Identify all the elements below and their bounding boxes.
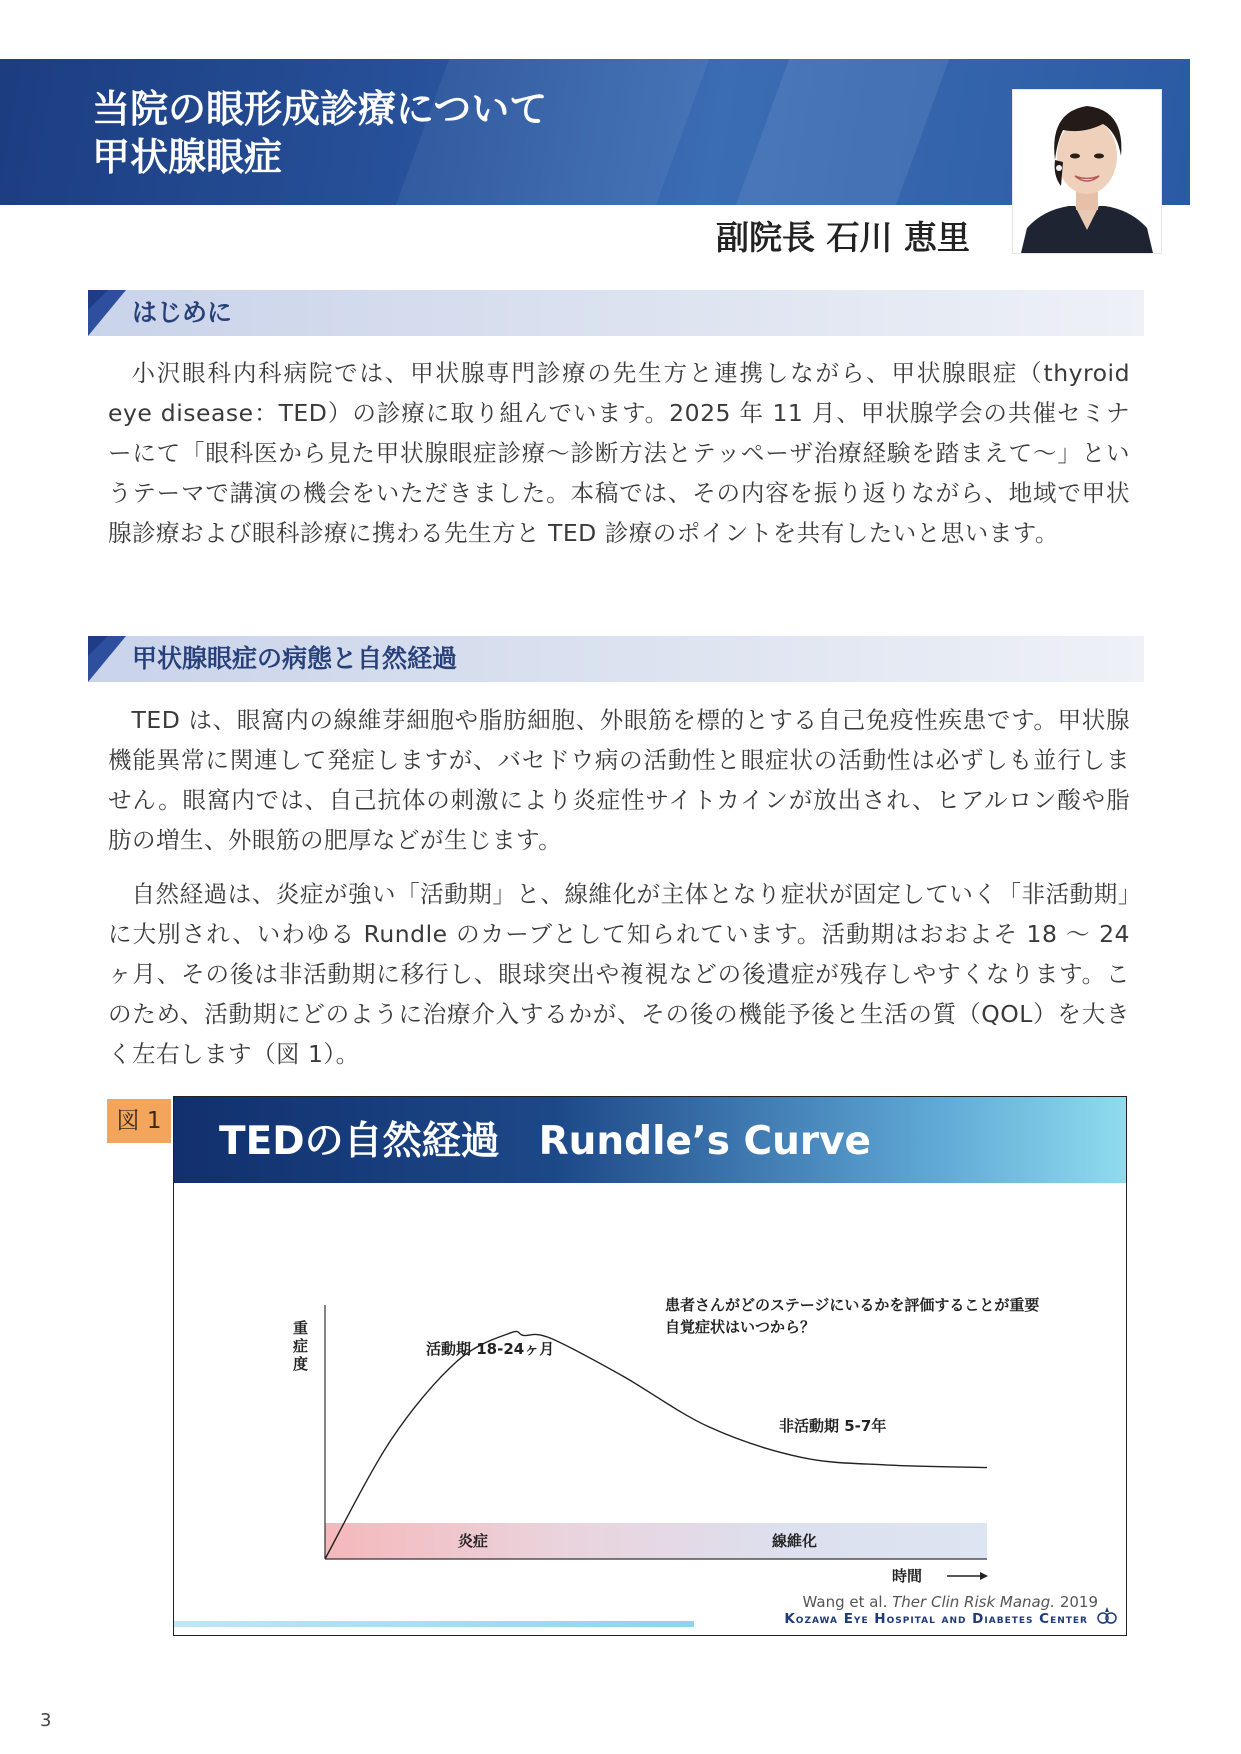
figure-1 <box>173 1096 1127 1636</box>
title-line-1: 当院の眼形成診療について <box>92 87 548 131</box>
stage-band <box>325 1523 987 1559</box>
note-line-1: 患者さんがどのステージにいるかを評価することが重要 <box>665 1296 1040 1314</box>
citation-journal: Ther Clin Risk Manag. <box>892 1593 1056 1611</box>
figure-banner <box>174 1097 1126 1183</box>
title-line-2: 甲状腺眼症 <box>92 135 283 179</box>
hospital-name <box>784 1611 1088 1627</box>
y-axis-label: 重症度 <box>293 1319 309 1373</box>
band-inflammation-label: 炎症 <box>458 1532 489 1550</box>
hospital-name-text: Kozawa Eye Hospital and Diabetes Center <box>784 1611 1088 1627</box>
section-heading-pathology <box>88 636 1144 682</box>
pathology-paragraph: TED は、眼窩内の線維芽細胞や脂肪細胞、外眼筋を標的とする自己免疫性疾患です。甲状腺機能異常に関連して発症しますが、バセドウ病の活動性と眼症状の活動性は必ずしも並行しません。眼窩内では、自己抗体の刺激により炎症性サイトカインが放出され、ヒアルロン酸や脂肪の増生、外眼筋の肥厚などが生じます。 <box>108 706 1130 854</box>
section-heading-intro <box>88 290 1144 336</box>
figure-label: 図 1 <box>107 1099 171 1143</box>
band-fibrosis-label: 線維化 <box>772 1532 818 1550</box>
figure-citation <box>803 1593 1099 1611</box>
author-name: 副院長 石川 恵里 <box>716 218 970 257</box>
time-arrow-head <box>980 1572 988 1580</box>
x-axis-label: 時間 <box>892 1567 923 1585</box>
hospital-logo-icon <box>1096 1605 1118 1627</box>
inactive-phase-label: 非活動期 5-7年 <box>779 1417 887 1435</box>
section-marker <box>88 636 108 656</box>
section-marker <box>88 290 108 310</box>
natural-course-paragraph: 自然経過は、炎症が強い「活動期」と、線維化が主体となり症状が固定していく「非活動期」に大別され、いわゆる Rundle のカーブとして知られています。活動期はおおよそ 18 〜 24 ヶ月、その後は非活動期に移行し、眼球突出や複視などの後遺症が残存しやすくなります。このため、活動期にどのように治療介入するかが、その後の機能予後と生活の質（QOL）を大きく左右します（図 1）。 <box>108 880 1130 1068</box>
rundle-curve-chart <box>174 1183 1127 1595</box>
citation-year: 2019 <box>1055 1593 1098 1611</box>
author-photo <box>1012 89 1162 254</box>
page-title <box>92 85 547 181</box>
intro-paragraph: 小沢眼科内科病院では、甲状腺専門診療の先生方と連携しながら、甲状腺眼症（thyroid eye disease：TED）の診療に取り組んでいます。2025 年 11 月、甲状腺学会の共催セミナーにて「眼科医から見た甲状腺眼症診療〜診断方法とテッペーザ治療経験を踏まえて〜」というテーマで講演の機会をいただきました。本稿では、その内容を振り返りながら、地域で甲状腺診療および眼科診療に携わる先生方と TED 診療のポイントを共有したいと思います。 <box>108 359 1130 547</box>
banner-decoration <box>720 59 960 205</box>
note-line-2: 自覚症状はいつから？ <box>665 1318 816 1336</box>
section-title: 甲状腺眼症の病態と自然経過 <box>132 644 458 673</box>
figure-bottom-bar <box>174 1621 694 1627</box>
active-phase-label: 活動期 18-24ヶ月 <box>426 1340 555 1358</box>
section-title: はじめに <box>132 298 233 327</box>
page-number: 3 <box>40 1710 52 1731</box>
citation-authors: Wang et al. <box>802 1593 893 1611</box>
figure-title: TEDの自然経過 Rundle’s Curve <box>219 1119 872 1164</box>
